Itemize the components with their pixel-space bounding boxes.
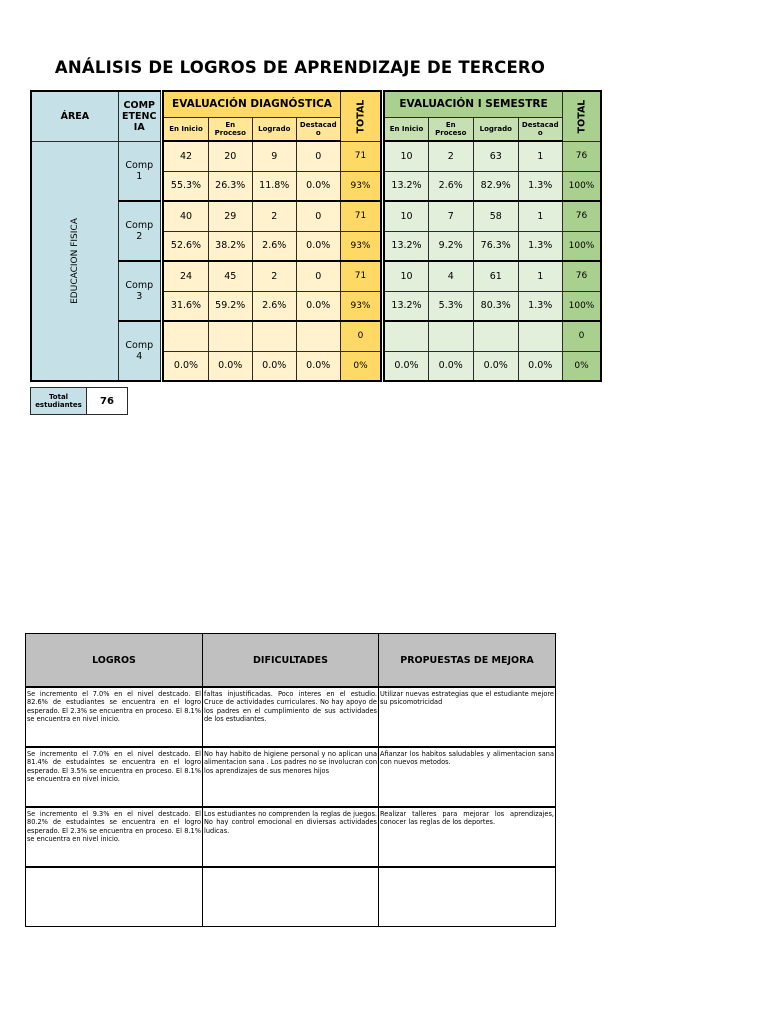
sem-cell: 10	[384, 201, 428, 231]
sem-cell: 13.2%	[384, 231, 428, 261]
diag-cell: 2.6%	[252, 231, 296, 261]
diagnostic-total-header: TOTAL	[340, 91, 381, 141]
diag-total-cell: 71	[340, 201, 381, 231]
diag-cell: 26.3%	[208, 171, 252, 201]
diag-total-cell: 0%	[340, 351, 381, 381]
diag-total-cell: 71	[340, 261, 381, 291]
total-students-label: Total estudiantes	[31, 388, 87, 415]
diag-total-cell: 0	[340, 321, 381, 351]
diag-cell	[252, 321, 296, 351]
sem-total-cell: 76	[562, 141, 601, 171]
sem-total-cell: 76	[562, 201, 601, 231]
diag-cell: 45	[208, 261, 252, 291]
diag-cell: 9	[252, 141, 296, 171]
sem-cell: 9.2%	[428, 231, 473, 261]
diag-sub-destacado: Destacad o	[296, 117, 340, 141]
sem-total-cell: 100%	[562, 231, 601, 261]
diag-cell: 0.0%	[296, 291, 340, 321]
diag-cell: 11.8%	[252, 171, 296, 201]
analysis-row	[26, 867, 556, 927]
comp-1-counts-row	[31, 141, 601, 171]
results-table	[30, 90, 602, 382]
analysis-row	[26, 807, 556, 867]
semester-header: EVALUACIÓN I SEMESTRE	[384, 91, 562, 117]
diag-cell: 0.0%	[208, 351, 252, 381]
diag-total-cell: 71	[340, 141, 381, 171]
sem-cell	[428, 321, 473, 351]
logros-cell	[26, 867, 203, 927]
analysis-table	[25, 633, 556, 927]
diag-cell: 42	[163, 141, 208, 171]
diag-sub-logrado: Logrado	[252, 117, 296, 141]
sem-cell: 0.0%	[428, 351, 473, 381]
sem-cell: 13.2%	[384, 171, 428, 201]
diag-cell: 0.0%	[163, 351, 208, 381]
diag-cell	[296, 321, 340, 351]
diag-sub-en-inicio: En Inicio	[163, 117, 208, 141]
diag-cell: 59.2%	[208, 291, 252, 321]
diag-total-cell: 93%	[340, 291, 381, 321]
propuestas-cell: Afianzar los habitos saludables y alimentacion sana con nuevos metodos.	[379, 747, 556, 807]
analysis-row	[26, 747, 556, 807]
diag-cell: 2.6%	[252, 291, 296, 321]
total-students-box	[30, 387, 128, 415]
semester-total-header: TOTAL	[562, 91, 601, 141]
sem-cell: 10	[384, 141, 428, 171]
sem-cell: 1.3%	[518, 231, 562, 261]
diag-total-cell: 93%	[340, 231, 381, 261]
sem-cell	[518, 321, 562, 351]
sem-cell: 80.3%	[473, 291, 518, 321]
sem-cell	[473, 321, 518, 351]
sem-cell: 0.0%	[384, 351, 428, 381]
dificultades-cell: faltas injustificadas. Poco interes en el estudio. Cruce de actividades curriculares. No hay apoyo de los padres en el cumplimiento de sus actividades de los estudiantes.	[203, 687, 379, 747]
logros-cell: Se incremento el 7.0% en el nivel destcado. El 81.4% de estudaintes se encuentra en el logro esperado. El 3.5% se encuentra en proceso. El 8.1% se encuentra en nivel inicio.	[26, 747, 203, 807]
diag-cell: 20	[208, 141, 252, 171]
diag-cell: 0	[296, 261, 340, 291]
sem-sub-logrado: Logrado	[473, 117, 518, 141]
dificultades-cell: Los estudiantes no comprenden la reglas de juegos. No hay control emocional en diviersas actividades ludicas.	[203, 807, 379, 867]
sem-cell: 2.6%	[428, 171, 473, 201]
sem-total-cell: 0	[562, 321, 601, 351]
logros-header: LOGROS	[26, 634, 203, 688]
propuestas-header: PROPUESTAS DE MEJORA	[379, 634, 556, 688]
diag-cell: 31.6%	[163, 291, 208, 321]
diag-cell	[163, 321, 208, 351]
sem-cell: 5.3%	[428, 291, 473, 321]
sem-total-cell: 0%	[562, 351, 601, 381]
sem-cell	[384, 321, 428, 351]
diag-cell: 0.0%	[296, 171, 340, 201]
sem-cell: 7	[428, 201, 473, 231]
diag-cell: 29	[208, 201, 252, 231]
diag-sub-en-proceso: En Proceso	[208, 117, 252, 141]
diag-cell: 2	[252, 201, 296, 231]
competencia-label: Comp 2	[118, 201, 160, 261]
diag-cell: 0	[296, 141, 340, 171]
sem-cell: 1	[518, 261, 562, 291]
sem-cell: 0.0%	[473, 351, 518, 381]
sem-cell: 82.9%	[473, 171, 518, 201]
total-students-value: 76	[87, 388, 128, 415]
diagnostic-header: EVALUACIÓN DIAGNÓSTICA	[163, 91, 340, 117]
sem-cell: 2	[428, 141, 473, 171]
dificultades-cell: No hay habito de higiene personal y no aplican una alimentacion sana . Los padres no se involucran con los aprendizajes de sus menores hijos	[203, 747, 379, 807]
dificultades-header: DIFICULTADES	[203, 634, 379, 688]
sem-cell: 1	[518, 201, 562, 231]
diag-total-cell: 93%	[340, 171, 381, 201]
diag-cell	[208, 321, 252, 351]
diag-cell: 2	[252, 261, 296, 291]
diag-cell: 52.6%	[163, 231, 208, 261]
area-cell: EDUCACION FISICA	[31, 141, 118, 381]
diag-cell: 55.3%	[163, 171, 208, 201]
logros-cell: Se incremento el 7.0% en el nivel destcado. El 82.6% de estudiantes se encuentra en el logro esperado. El 2.3% se encuentra en proceso. El 8.1% se encuentra en nivel inicio.	[26, 687, 203, 747]
area-header: ÁREA	[31, 91, 118, 141]
sem-sub-en-proceso: En Proceso	[428, 117, 473, 141]
sem-cell: 0.0%	[518, 351, 562, 381]
sem-cell: 76.3%	[473, 231, 518, 261]
competencia-label: Comp 1	[118, 141, 160, 201]
diag-cell: 0	[296, 201, 340, 231]
dificultades-cell	[203, 867, 379, 927]
diag-cell: 0.0%	[252, 351, 296, 381]
sem-total-cell: 100%	[562, 291, 601, 321]
diag-cell: 38.2%	[208, 231, 252, 261]
sem-cell: 1.3%	[518, 291, 562, 321]
competencia-label: Comp 3	[118, 261, 160, 321]
sem-cell: 4	[428, 261, 473, 291]
diag-cell: 24	[163, 261, 208, 291]
sem-sub-destacado: Destacad o	[518, 117, 562, 141]
diag-cell: 40	[163, 201, 208, 231]
sem-cell: 58	[473, 201, 518, 231]
sem-cell: 61	[473, 261, 518, 291]
sem-total-cell: 100%	[562, 171, 601, 201]
propuestas-cell	[379, 867, 556, 927]
analysis-row	[26, 687, 556, 747]
logros-cell: Se incremento el 9.3% en el nivel destcado. El 80.2% de estudaintes se encuentra en el logro esperado. El 2.3% se encuentra en proceso. El 8.1% se encuentra en nivel inicio.	[26, 807, 203, 867]
sem-sub-en-inicio: En Inicio	[384, 117, 428, 141]
competencia-label: Comp 4	[118, 321, 160, 381]
diag-cell: 0.0%	[296, 351, 340, 381]
competencia-header: COMP ETENC IA	[118, 91, 160, 141]
diag-cell: 0.0%	[296, 231, 340, 261]
sem-total-cell: 76	[562, 261, 601, 291]
sem-cell: 13.2%	[384, 291, 428, 321]
propuestas-cell: Realizar talleres para mejorar los aprendizajes, conocer las reglas de los deportes.	[379, 807, 556, 867]
page-title: ANÁLISIS DE LOGROS DE APRENDIZAJE DE TERCERO	[54, 58, 546, 77]
sem-cell: 1	[518, 141, 562, 171]
sem-cell: 1.3%	[518, 171, 562, 201]
propuestas-cell: Utilizar nuevas estrategias que el estudiante mejore su psicomotricidad	[379, 687, 556, 747]
sem-cell: 63	[473, 141, 518, 171]
sem-cell: 10	[384, 261, 428, 291]
